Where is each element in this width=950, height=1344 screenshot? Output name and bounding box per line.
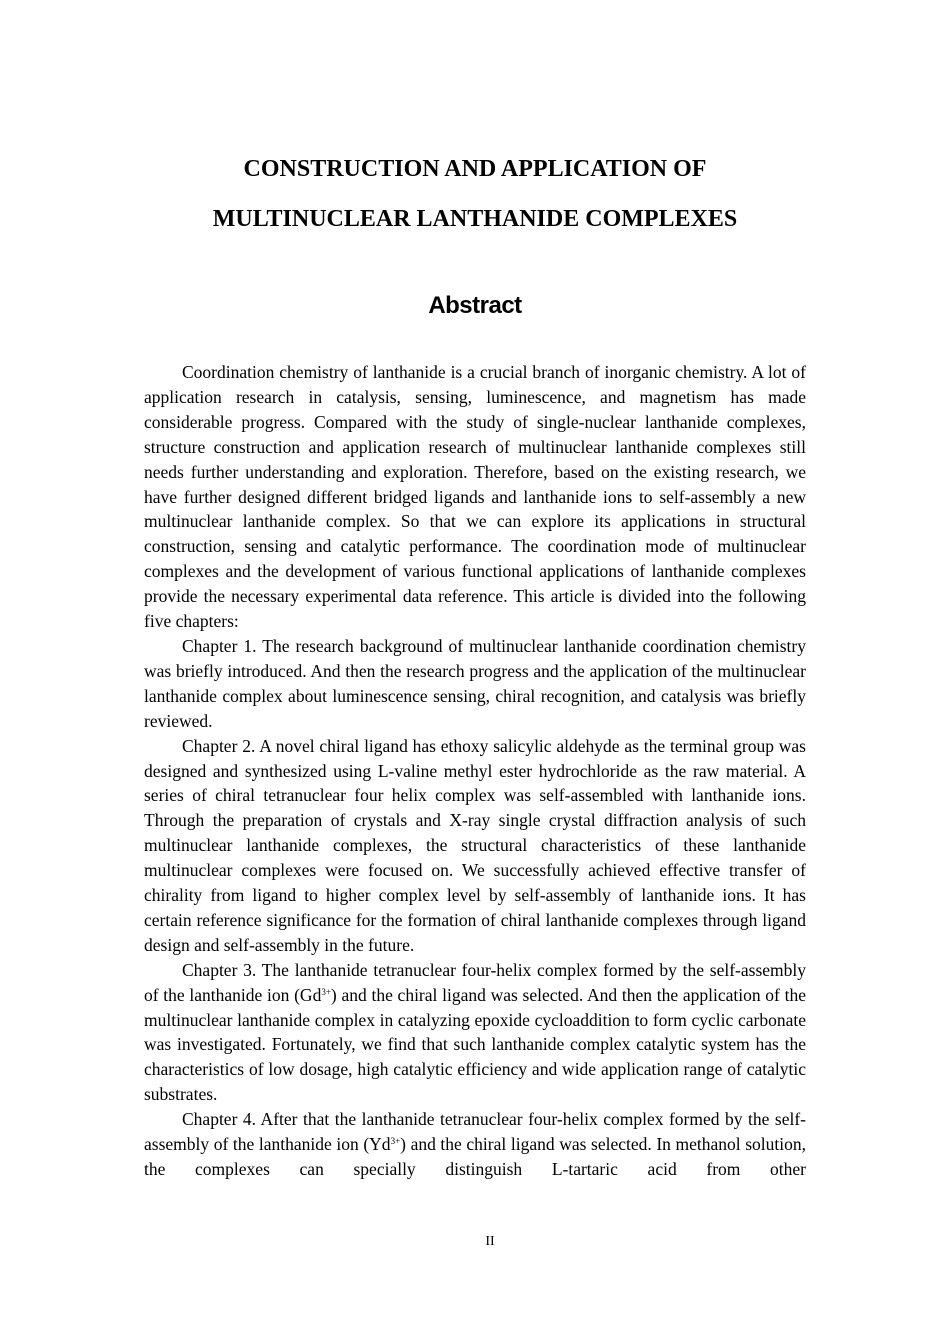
page-number: II (485, 1234, 495, 1249)
chapter-4-text-end: ) and the chiral ligand was selected. In methanol solution, the complexes can specially distinguish L-tartaric acid from other (144, 1134, 807, 1179)
abstract-paragraph-chapter-2: Chapter 2. A novel chiral ligand has ethoxy salicylic aldehyde as the terminal group was designed and synthesized using L-valine methyl ester hydrochloride as the raw material. A series of chiral tetranuclear four helix complex was self-assembled with lanthanide ions. Through the preparation of crystals and X-ray single crystal diffraction analysis of such multinuclear lanthanide complexes, the structural characteristics of these lanthanide multinuclear complexes were focused on. We successfully achieved effective transfer of chirality from ligand to higher complex level by self-assembly of lanthanide ions. It has certain reference significance for the formation of chiral lanthanide complexes through ligand design and self-assembly in the future. (144, 735, 806, 955)
abstract-paragraph-chapter-3 (144, 958, 806, 1107)
abstract-body (144, 360, 806, 1182)
abstract-paragraph-chapter-4 (144, 1107, 806, 1182)
abstract-paragraph-chapter-1: Chapter 1. The research background of multinuclear lanthanide coordination chemistry was briefly introduced. And then the research progress and the application of the multinuclear lanthanide complex about luminescence sensing, chiral recognition, and catalysis was briefly reviewed. (144, 635, 806, 731)
abstract-heading: Abstract (428, 292, 522, 319)
abstract-paragraph-intro: Coordination chemistry of lanthanide is a crucial branch of inorganic chemistry. A lot of application research in catalysis, sensing, luminescence, and magnetism has made considerable progress. Compared with the study of single-nuclear lanthanide complexes, structure construction and application research of multinuclear lanthanide complexes still needs further understanding and exploration. Therefore, based on the existing research, we have further designed different bridged ligands and lanthanide ions to self-assembly a new multinuclear lanthanide complex. So that we can explore its applications in structural construction, sensing and catalytic performance. The coordination mode of multinuclear complexes and the development of various functional applications of lanthanide complexes provide the necessary experimental data reference. This article is divided into the following five chapters: (144, 362, 806, 632)
chapter-3-text-end: ) and the chiral ligand was selected. And then the application of the multinuclear lanthanide complex in catalyzing epoxide cycloaddition to form cyclic carbonate was investigated. Fortunately, we find that such lanthanide complex catalytic system has the characteristics of low dosage, high catalytic efficiency and wide application range of catalytic substrates. (144, 984, 806, 1105)
yd-ion-charge: 3+ (390, 1136, 401, 1147)
chapter-4-text-start: Chapter 4. After that the lanthanide tetranuclear four-helix complex formed by the self-assembly of the lanthanide ion (Yd (144, 1109, 806, 1155)
chapter-3-text-start: Chapter 3. The lanthanide tetranuclear four-helix complex formed by the self-assembly of the lanthanide ion (Gd (144, 959, 806, 1005)
document-title-line-2: MULTINUCLEAR LANTHANIDE COMPLEXES (212, 206, 738, 232)
gd-ion-charge: 3+ (321, 986, 331, 997)
document-title-line-1: CONSTRUCTION AND APPLICATION OF (243, 156, 707, 182)
